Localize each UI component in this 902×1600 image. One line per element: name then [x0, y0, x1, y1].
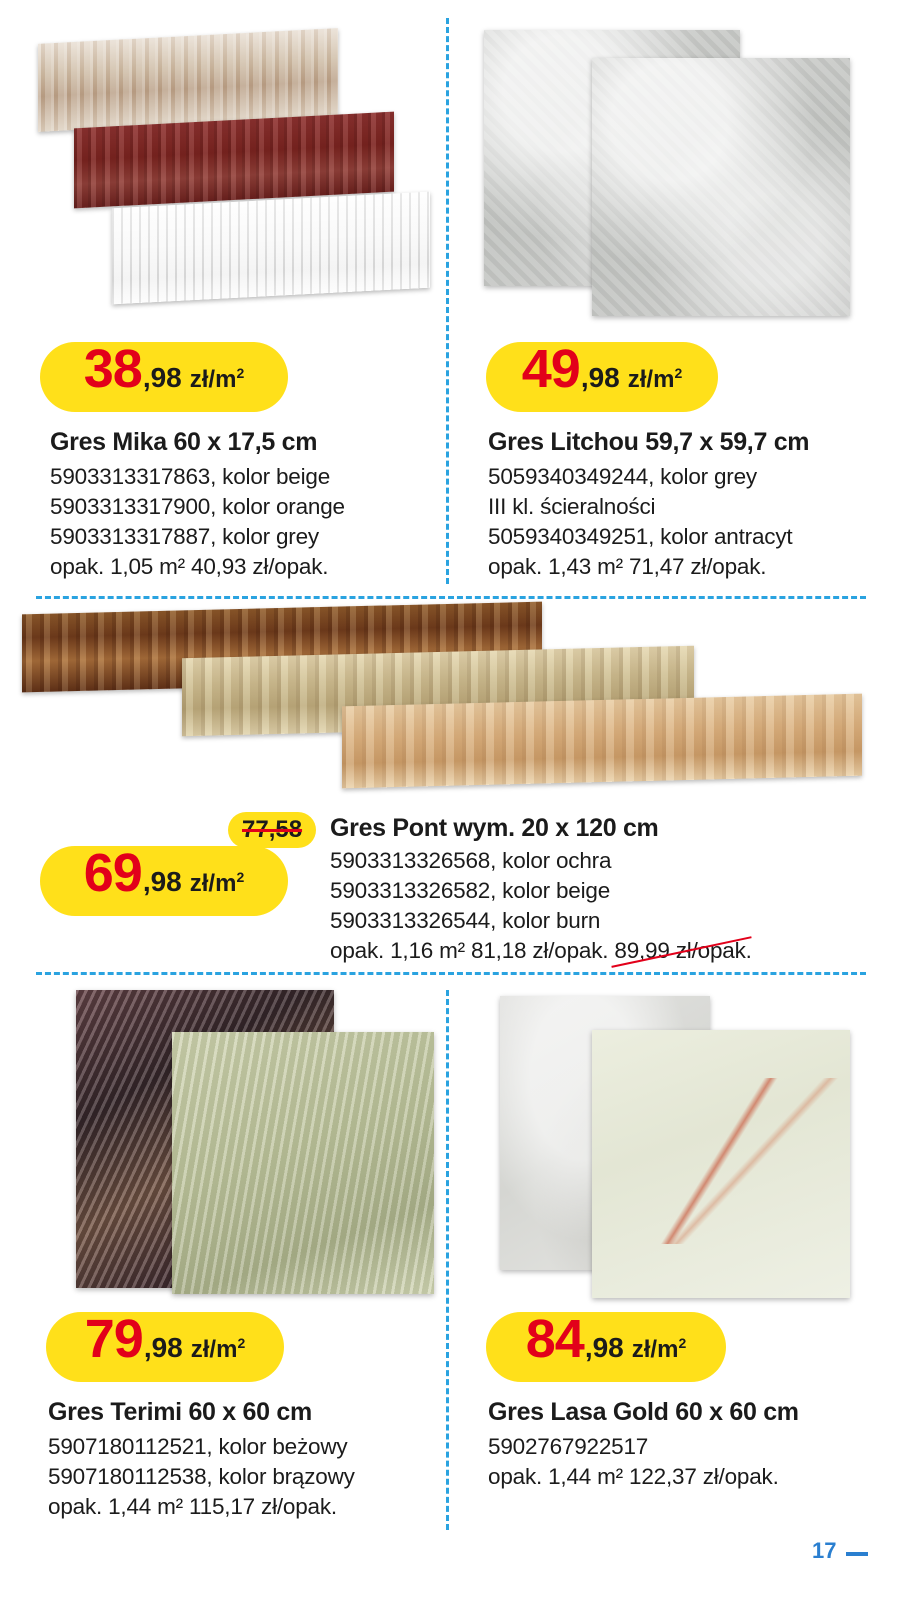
product-details-gres-mika: [50, 462, 345, 582]
product-details-gres-litchou: [488, 462, 792, 582]
price-badge-gres-lasa-gold: [486, 1309, 726, 1382]
price-badge-gres-mika: [40, 339, 288, 412]
product-title-gres-lasa-gold: Gres Lasa Gold 60 x 60 cm: [488, 1398, 799, 1426]
detail-line: III kl. ścieralności: [488, 493, 656, 519]
detail-line: 5907180112538, kolor brązowy: [48, 1463, 355, 1489]
pack-price-current: opak. 1,16 m² 81,18 zł/opak.: [330, 937, 615, 963]
price-integer: 79: [84, 1309, 143, 1369]
tile-swatch-white: [112, 192, 430, 305]
old-price-badge-gres-pont: 77,58: [228, 812, 316, 848]
tile-swatch-orange: [74, 112, 394, 209]
price-unit: $zł/m^2$: [189, 869, 245, 897]
price-unit: $zł/m^2$: [190, 1335, 246, 1363]
page-number: 17: [812, 1538, 837, 1563]
pack-price-old: 89,99 zł/opak.: [614, 936, 751, 966]
detail-line: 5059340349244, kolor grey: [488, 464, 757, 489]
price-badge-gres-pont: [40, 843, 288, 916]
tile-swatch-bezowy: [172, 1032, 434, 1294]
detail-line: 5902767922517: [488, 1434, 649, 1459]
price-decimal: ,98: [142, 362, 182, 393]
detail-line: 5903313326544, kolor burn: [330, 907, 601, 933]
product-details-gres-pont: [330, 846, 752, 966]
price-decimal: ,98: [580, 362, 620, 393]
price-unit: $zł/m^2$: [631, 1335, 687, 1363]
price-decimal: ,98: [143, 1332, 183, 1363]
tile-swatch-beige: [342, 694, 862, 789]
page-number-dash: [846, 1552, 868, 1556]
price-unit: $zł/m^2$: [627, 365, 683, 393]
detail-line: 5903313317900, kolor orange: [50, 493, 345, 519]
detail-line: 5903313326582, kolor beige: [330, 877, 611, 903]
product-details-gres-lasa-gold: [488, 1432, 779, 1492]
price-unit: $zł/m^2$: [189, 365, 245, 393]
detail-line: 5903313326568, kolor ochra: [330, 848, 612, 873]
detail-line: 5907180112521, kolor beżowy: [48, 1434, 348, 1459]
tile-swatch-gold-marble: [592, 1030, 850, 1298]
price-badge-gres-terimi: [46, 1309, 284, 1382]
divider-vertical-top: [446, 18, 449, 584]
price-integer: 38: [83, 339, 142, 399]
detail-line: opak. 1,05 m² 40,93 zł/opak.: [50, 553, 329, 579]
tile-swatch-antracyt: [592, 58, 850, 316]
detail-line: 5059340349251, kolor antracyt: [488, 523, 793, 549]
detail-line-with-strike: [330, 936, 752, 966]
divider-vertical-bottom: [446, 990, 449, 1530]
price-integer: 84: [525, 1309, 584, 1369]
detail-line: opak. 1,44 m² 115,17 zł/opak.: [48, 1493, 337, 1519]
detail-line: 5903313317887, kolor grey: [50, 523, 319, 549]
detail-line: 5903313317863, kolor beige: [50, 464, 331, 489]
price-badge-gres-litchou: [486, 339, 718, 412]
detail-line: opak. 1,43 m² 71,47 zł/opak.: [488, 553, 767, 579]
product-title-gres-terimi: Gres Terimi 60 x 60 cm: [48, 1398, 312, 1426]
product-title-gres-mika: Gres Mika 60 x 17,5 cm: [50, 428, 318, 456]
divider-horizontal-2: [36, 972, 866, 975]
detail-line: opak. 1,44 m² 122,37 zł/opak.: [488, 1463, 779, 1489]
product-details-gres-terimi: [48, 1432, 355, 1522]
price-integer: 49: [521, 339, 580, 399]
product-title-gres-litchou: Gres Litchou 59,7 x 59,7 cm: [488, 428, 810, 456]
divider-horizontal-1: [36, 596, 866, 599]
price-integer: 69: [83, 843, 142, 903]
product-title-gres-pont: Gres Pont wym. 20 x 120 cm: [330, 814, 659, 842]
price-decimal: ,98: [142, 866, 182, 897]
price-decimal: ,98: [584, 1332, 624, 1363]
